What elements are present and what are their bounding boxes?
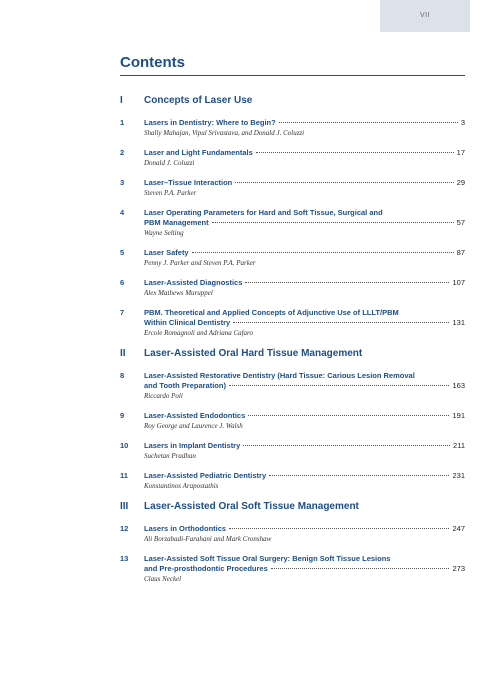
chapter-title-final-line bbox=[144, 118, 465, 128]
chapter-title: Laser–Tissue Interaction bbox=[144, 178, 233, 187]
chapter-title: PBM Management bbox=[144, 218, 209, 227]
toc-entry[interactable] bbox=[120, 441, 465, 460]
dot-leader bbox=[229, 385, 450, 386]
chapter-body bbox=[144, 178, 465, 197]
toc-entry[interactable] bbox=[120, 524, 465, 543]
chapter-number: 2 bbox=[120, 148, 125, 157]
chapter-body bbox=[144, 371, 465, 400]
chapter-authors: Roy George and Laurence J. Walsh bbox=[144, 422, 243, 430]
page-number: 273 bbox=[452, 564, 465, 573]
chapter-authors: Penny J. Parker and Steven P.A. Parker bbox=[144, 259, 256, 267]
chapter-title-line: Laser-Assisted Restorative Dentistry (Hard Tissue: Carious Lesion Removal bbox=[144, 371, 415, 380]
chapter-number: 1 bbox=[120, 118, 125, 127]
part-title: Laser-Assisted Oral Soft Tissue Management bbox=[144, 501, 359, 512]
chapter-title: Laser-Assisted Pediatric Dentistry bbox=[144, 471, 267, 480]
page-title: Contents bbox=[120, 54, 185, 71]
chapter-number: 3 bbox=[120, 178, 125, 187]
chapter-number: 10 bbox=[120, 441, 129, 450]
chapter-title: Laser-Assisted Endodontics bbox=[144, 411, 246, 420]
page-number: 191 bbox=[452, 411, 465, 420]
chapter-title: and Tooth Preparation) bbox=[144, 381, 226, 390]
chapter-authors: Alex Mathews Muruppel bbox=[144, 289, 213, 297]
chapter-authors: Donald J. Coluzzi bbox=[144, 159, 195, 167]
chapter-number: 11 bbox=[120, 471, 128, 480]
toc-entry[interactable] bbox=[120, 308, 465, 337]
chapter-title-final-line bbox=[144, 471, 465, 481]
chapter-authors: Steven P.A. Parker bbox=[144, 189, 197, 197]
table-of-contents bbox=[120, 95, 465, 594]
chapter-authors: Claus Neckel bbox=[144, 575, 182, 583]
chapter-number: 7 bbox=[120, 308, 125, 317]
page-number: 17 bbox=[456, 148, 465, 157]
toc-entry[interactable] bbox=[120, 411, 465, 430]
toc-entry[interactable] bbox=[120, 178, 465, 197]
chapter-number: 6 bbox=[120, 278, 125, 287]
chapter-title-final-line bbox=[144, 441, 465, 451]
chapter-title-line: Laser Operating Parameters for Hard and Soft Tissue, Surgical and bbox=[144, 208, 383, 217]
part-heading bbox=[120, 348, 465, 359]
page-number: 29 bbox=[456, 178, 465, 187]
chapter-title: Lasers in Implant Dentistry bbox=[144, 441, 241, 450]
chapter-number: 4 bbox=[120, 208, 125, 217]
page-number: 211 bbox=[453, 441, 465, 450]
chapter-authors: Riccardo Poli bbox=[144, 392, 183, 400]
toc-entry[interactable] bbox=[120, 148, 465, 167]
toc-entry[interactable] bbox=[120, 208, 465, 237]
dot-leader bbox=[235, 182, 453, 183]
chapter-title: Lasers in Dentistry: Where to Begin? bbox=[144, 118, 276, 127]
part-heading bbox=[120, 95, 465, 106]
chapter-number: 8 bbox=[120, 371, 125, 380]
page-number: 87 bbox=[456, 248, 465, 257]
chapter-number: 9 bbox=[120, 411, 125, 420]
part-number: II bbox=[120, 348, 126, 359]
chapter-authors: Suchetan Pradhan bbox=[144, 452, 196, 460]
chapter-authors: Konstantinos Arapostathis bbox=[144, 482, 219, 490]
chapter-title-line: PBM. Theoretical and Applied Concepts of Adjunctive Use of LLLT/PBM bbox=[144, 308, 399, 317]
chapter-authors: Ali Borzabadi-Farahani and Mark Cronshaw bbox=[144, 535, 272, 543]
dot-leader bbox=[229, 528, 449, 529]
page-number: 3 bbox=[460, 118, 465, 127]
chapter-number: 5 bbox=[120, 248, 125, 257]
page-number: 107 bbox=[452, 278, 465, 287]
chapter-title-final-line bbox=[144, 248, 465, 258]
chapter-title-line: Laser-Assisted Soft Tissue Oral Surgery: Benign Soft Tissue Lesions bbox=[144, 554, 391, 563]
chapter-title-final-line bbox=[144, 564, 465, 574]
chapter-body bbox=[144, 248, 465, 267]
page-number-tab bbox=[380, 0, 470, 32]
dot-leader bbox=[279, 122, 458, 123]
page-number: VII bbox=[419, 12, 431, 19]
toc-entry[interactable] bbox=[120, 471, 465, 490]
chapter-title-final-line bbox=[144, 381, 465, 391]
dot-leader bbox=[248, 415, 449, 416]
chapter-title: Laser and Light Fundamentals bbox=[144, 148, 253, 157]
toc-entry[interactable] bbox=[120, 248, 465, 267]
part-title: Laser-Assisted Oral Hard Tissue Management bbox=[144, 348, 363, 359]
title-divider bbox=[120, 75, 465, 76]
dot-leader bbox=[192, 252, 454, 253]
chapter-body bbox=[144, 554, 465, 583]
chapter-body bbox=[144, 308, 465, 337]
chapter-title: and Pre-prosthodontic Procedures bbox=[144, 564, 268, 573]
part-title: Concepts of Laser Use bbox=[144, 95, 253, 106]
chapter-body bbox=[144, 411, 465, 430]
chapter-body bbox=[144, 118, 465, 137]
chapter-body bbox=[144, 278, 465, 297]
page-number: 247 bbox=[452, 524, 465, 533]
chapter-title-final-line bbox=[144, 148, 465, 158]
chapter-body bbox=[144, 148, 465, 167]
dot-leader bbox=[271, 568, 450, 569]
chapter-title-final-line bbox=[144, 411, 465, 421]
page-number: 163 bbox=[452, 381, 465, 390]
dot-leader bbox=[245, 282, 449, 283]
dot-leader bbox=[256, 152, 454, 153]
part-number: I bbox=[120, 95, 123, 106]
chapter-title-final-line bbox=[144, 278, 465, 288]
page-number: 131 bbox=[452, 318, 465, 327]
toc-entry[interactable] bbox=[120, 118, 465, 137]
toc-entry[interactable] bbox=[120, 278, 465, 297]
dot-leader bbox=[212, 222, 454, 223]
chapter-authors: Shally Mahajan, Vipul Srivastava, and Donald J. Coluzzi bbox=[144, 129, 305, 137]
chapter-body bbox=[144, 441, 465, 460]
chapter-title-final-line bbox=[144, 318, 465, 328]
dot-leader bbox=[233, 322, 449, 323]
chapter-title: Laser Safety bbox=[144, 248, 189, 257]
chapter-authors: Ercole Romagnoli and Adriana Cafaro bbox=[144, 329, 254, 337]
chapter-title: Lasers in Orthodontics bbox=[144, 524, 227, 533]
toc-entry[interactable] bbox=[120, 371, 465, 400]
chapter-authors: Wayne Selting bbox=[144, 229, 184, 237]
chapter-title: Within Clinical Dentistry bbox=[144, 318, 231, 327]
chapter-title: Laser-Assisted Diagnostics bbox=[144, 278, 243, 287]
chapter-body bbox=[144, 524, 465, 543]
chapter-number: 13 bbox=[120, 554, 129, 563]
chapter-body bbox=[144, 471, 465, 490]
page-number: 231 bbox=[452, 471, 465, 480]
chapter-title-final-line bbox=[144, 218, 465, 228]
chapter-title-final-line bbox=[144, 524, 465, 534]
part-number: III bbox=[120, 501, 129, 512]
page-number: 57 bbox=[456, 218, 465, 227]
dot-leader bbox=[269, 475, 449, 476]
part-heading bbox=[120, 501, 465, 512]
chapter-body bbox=[144, 208, 465, 237]
chapter-number: 12 bbox=[120, 524, 129, 533]
toc-entry[interactable] bbox=[120, 554, 465, 583]
chapter-title-final-line bbox=[144, 178, 465, 188]
dot-leader bbox=[243, 445, 450, 446]
